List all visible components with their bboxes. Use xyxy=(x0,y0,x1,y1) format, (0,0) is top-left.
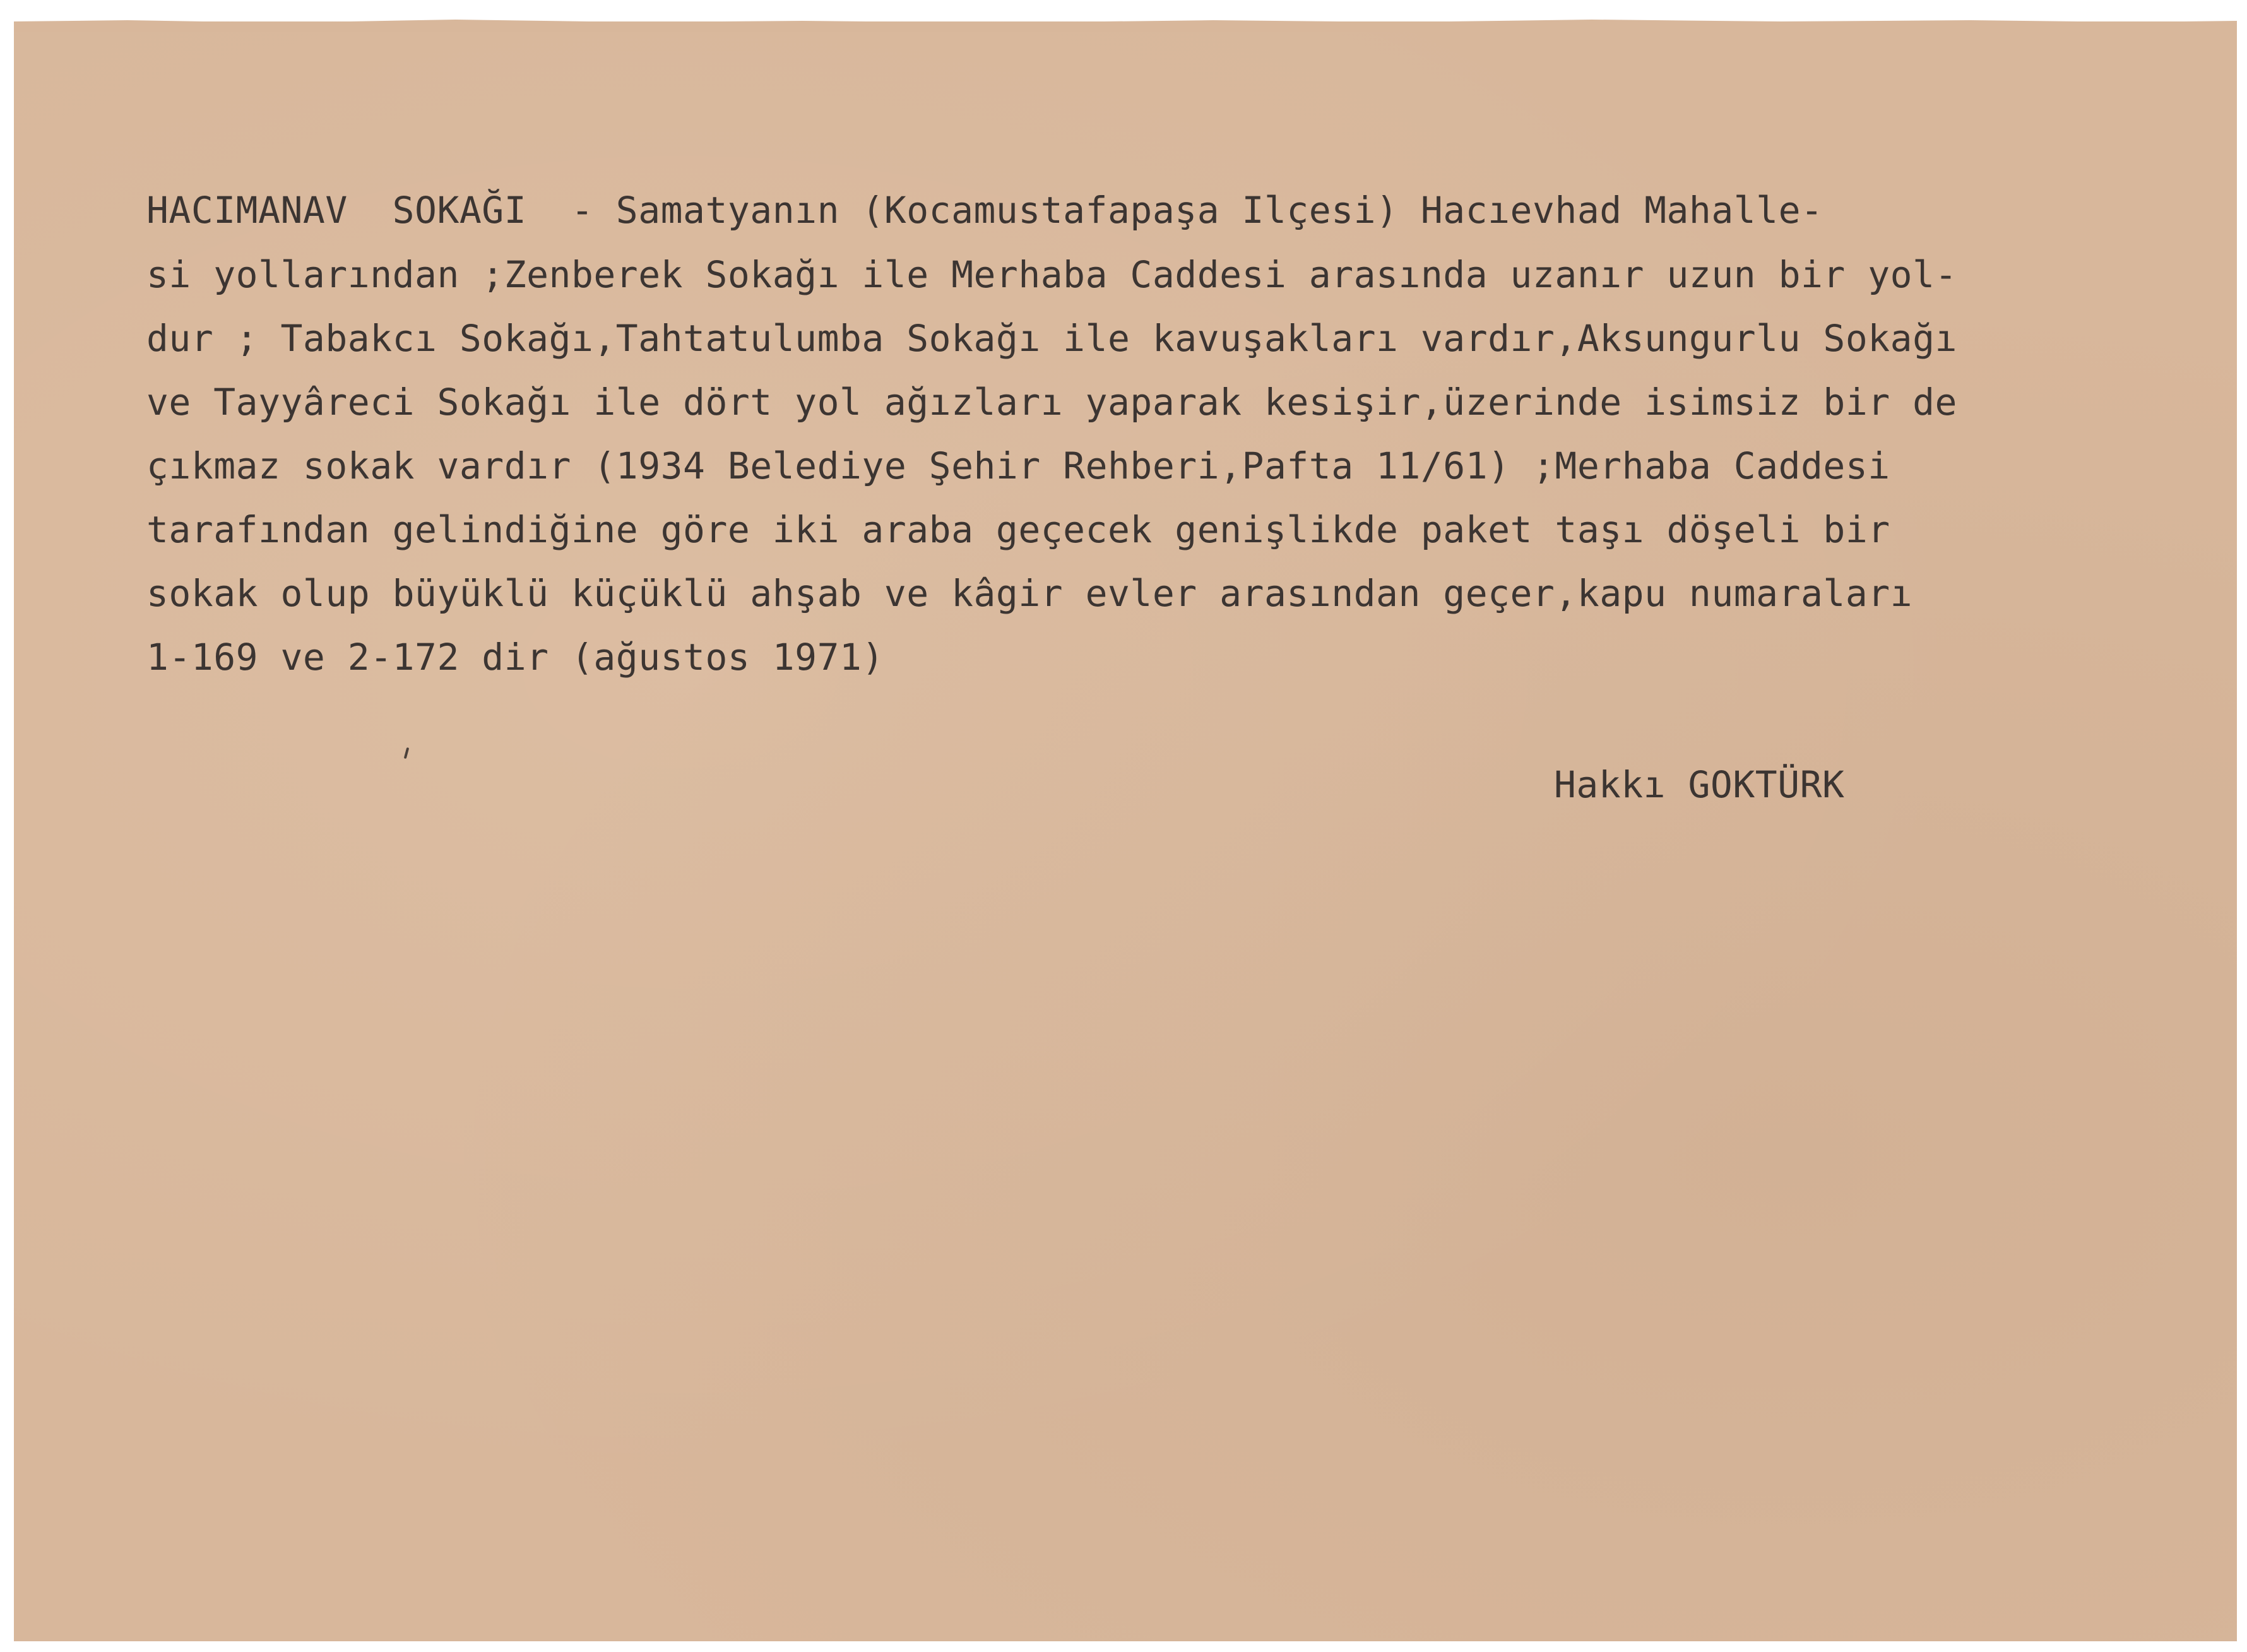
text-line-3: dur ; Tabakcı Sokağı,Tahtatulumba Sokağı ile kavuşakları vardır,Aksungurlu Sokağı xyxy=(146,317,1957,360)
author-signature: Hakkı GOKTÜRK xyxy=(1554,763,1845,806)
text-line-4: ve Tayyâreci Sokağı ile dört yol ağızları yaparak kesişir,üzerinde isimsiz bir de xyxy=(146,381,1957,424)
ink-mark xyxy=(404,747,410,759)
text-line-6: tarafından gelindiğine göre iki araba geçecek genişlikde paket taşı döşeli bir xyxy=(146,508,1890,551)
text-line-2: si yollarından ;Zenberek Sokağı ile Merhaba Caddesi arasında uzanır uzun bir yol- xyxy=(146,253,1957,296)
torn-top-edge xyxy=(14,13,2237,32)
text-line-5: çıkmaz sokak vardır (1934 Belediye Şehir Rehberi,Pafta 11/61) ;Merhaba Caddesi xyxy=(146,444,1890,487)
text-line-8: 1-169 ve 2-172 dir (ağustos 1971) xyxy=(146,636,884,679)
text-line-7: sokak olup büyüklü küçüklü ahşab ve kâgir evler arasından geçer,kapu numaraları xyxy=(146,572,1913,615)
text-line-1: HACIMANAV SOKAĞI - Samatyanın (Kocamustafapaşa Ilçesi) Hacıevhad Mahalle- xyxy=(146,189,1823,232)
archive-index-card xyxy=(14,21,2237,1641)
